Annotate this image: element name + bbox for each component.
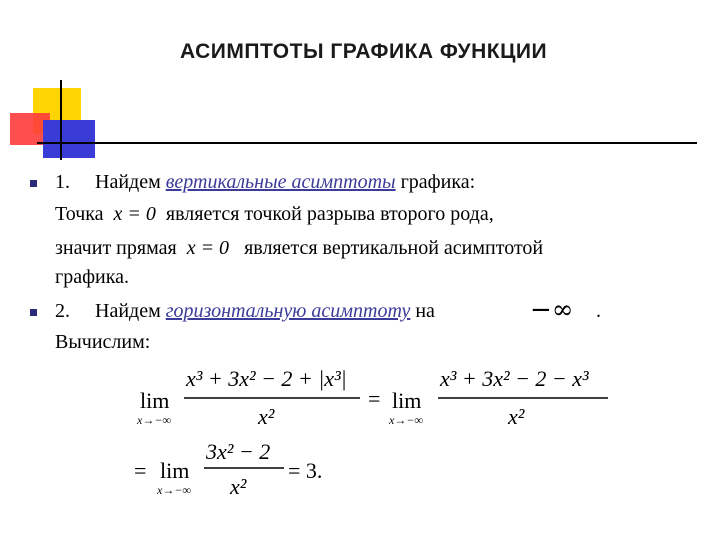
lim-1-sub: x→−∞ — [137, 413, 171, 427]
line-6: Вычислим: — [55, 331, 151, 353]
text-discontinuity: является точкой разрыва второго рода, — [165, 203, 494, 225]
lim-2: lim — [392, 388, 422, 413]
lim-3: lim — [160, 458, 190, 483]
line-4: графика. — [55, 266, 130, 288]
text-line: значит прямая — [55, 237, 177, 259]
text-find: Найдем — [95, 171, 161, 193]
denominator-3: x² — [230, 474, 247, 499]
denominator-2: x² — [508, 404, 525, 429]
lim-1: lim — [140, 388, 170, 413]
lim-3-sub: x→−∞ — [157, 483, 191, 497]
item-number-2: 2. — [55, 300, 70, 322]
numerator-1: x³ + 3x² − 2 + |x³| — [186, 366, 347, 391]
equals-1: = — [368, 386, 381, 411]
denominator-1: x² — [258, 404, 275, 429]
period: . — [596, 300, 601, 322]
item-number-1: 1. — [55, 171, 70, 193]
text-on: на — [415, 300, 435, 322]
slide-title: АСИМПТОТЫ ГРАФИКА ФУНКЦИИ — [180, 40, 548, 63]
vertical-asymptotes-link[interactable]: вертикальные асимптоты — [165, 171, 396, 193]
text-vertical-asymptote: является вертикальной асимптотой — [244, 237, 544, 259]
numerator-3: 3x² − 2 — [206, 439, 271, 464]
lim-2-sub: x→−∞ — [389, 413, 423, 427]
equation-x-zero-2: x = 0 — [186, 237, 230, 259]
minus-infinity: −∞ — [530, 295, 574, 325]
text-find-2: Найдем — [95, 300, 161, 322]
horizontal-asymptote-link[interactable]: горизонтальную асимптоту — [165, 300, 411, 322]
equation-x-zero: x = 0 — [113, 203, 156, 225]
text-graph: графика: — [400, 171, 476, 193]
text-point: Точка — [55, 203, 104, 225]
result: = 3. — [288, 458, 323, 483]
equals-2: = — [134, 458, 147, 483]
numerator-2: x³ + 3x² − 2 − x³ — [440, 366, 589, 391]
